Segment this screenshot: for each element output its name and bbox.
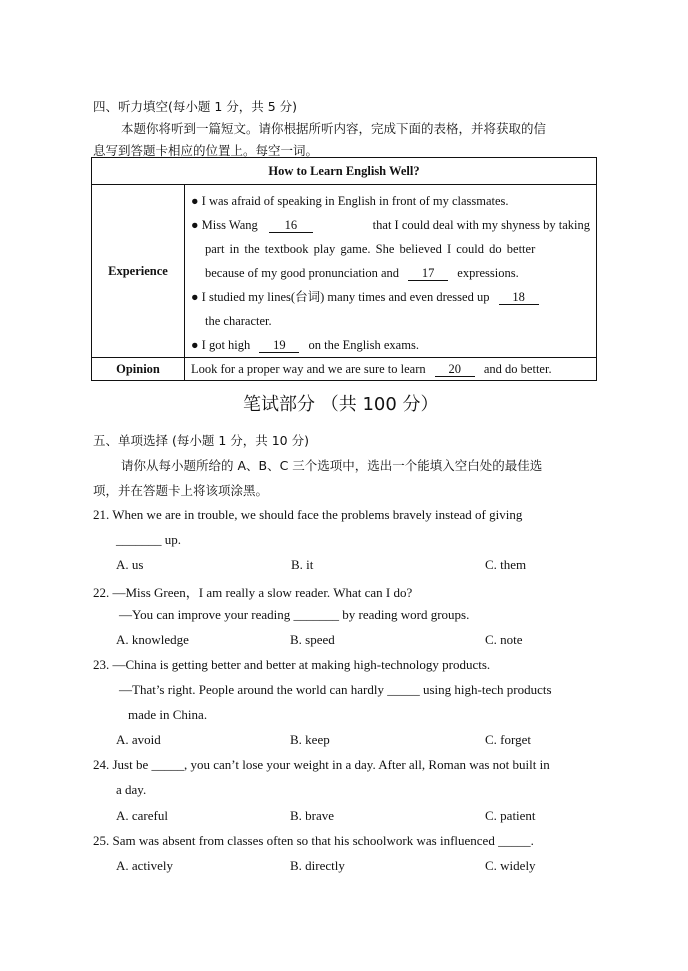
q21-line2: _______ up.: [116, 532, 181, 547]
q22-option-b[interactable]: B. speed: [290, 632, 335, 647]
q24-line2: a day.: [116, 782, 147, 797]
exp-line-7: [191, 333, 590, 357]
q24-option-b[interactable]: B. brave: [290, 808, 335, 823]
exp-line-4: [191, 261, 590, 285]
q24-option-c[interactable]: C. patient: [485, 808, 536, 823]
q25-line1: 25. Sam was absent from classes often so that his schoolwork was influenced _____.: [93, 833, 534, 848]
opinion-end: and do better.: [483, 362, 552, 376]
q21-option-c[interactable]: C. them: [485, 557, 527, 572]
section5-heading: 五、单项选择 (每小题 1 分，共 10 分): [93, 433, 309, 448]
section4-heading: 四、听力填空(每小题 1 分，共 5 分): [93, 99, 298, 114]
q22-option-a[interactable]: A. knowledge: [116, 632, 189, 647]
written-part-title: 笔试部分 （共 100 分）: [243, 394, 439, 415]
exp-line-4-end: expressions.: [457, 266, 519, 280]
experience-label: Experience: [92, 185, 185, 358]
blank-20[interactable]: 20: [435, 363, 475, 377]
section4-instruction-line2: 息写到答题卡相应的位置上。每空一词。: [93, 143, 319, 158]
exp-line-4-start: because of my good pronunciation and: [205, 266, 400, 280]
q23-option-a[interactable]: A. avoid: [116, 732, 161, 747]
section4-instruction-line1: 本题你将听到一篇短文。请你根据所听内容，完成下面的表格，并将获取的信: [121, 121, 547, 136]
q22-option-c[interactable]: C. note: [485, 632, 523, 647]
q25-option-a[interactable]: A. actively: [116, 858, 174, 873]
q24-option-a[interactable]: A. careful: [116, 808, 168, 823]
exp-line-7-end: on the English exams.: [308, 338, 419, 352]
exp-line-5: [191, 285, 590, 309]
exp-line-7-start: ● I got high: [191, 338, 251, 352]
blank-19[interactable]: 19: [259, 339, 299, 353]
q23-line3: made in China.: [128, 707, 208, 722]
q25-option-b[interactable]: B. directly: [290, 858, 345, 873]
q24-line1: 24. Just be _____, you can’t lose your weight in a day. After all, Roman was not built in: [93, 757, 550, 772]
q22-line1: 22. —Miss Green，I am really a slow reader. What can I do?: [93, 585, 413, 600]
experience-cell: [185, 185, 597, 358]
table-title: How to Learn English Well?: [92, 158, 597, 185]
q21-option-a[interactable]: A. us: [116, 557, 144, 572]
section5-instruction-line1: 请你从每小题所给的 A、B、C 三个选项中，选出一个能填入空白处的最佳选: [121, 458, 543, 473]
opinion-start: Look for a proper way and we are sure to learn: [191, 362, 426, 376]
opinion-label: Opinion: [92, 358, 185, 381]
q25-option-c[interactable]: C. widely: [485, 858, 536, 873]
opinion-cell: [185, 358, 597, 381]
q21-option-b[interactable]: B. it: [291, 557, 314, 572]
q22-line2: —You can improve your reading _______ by reading word groups.: [119, 607, 470, 622]
blank-16[interactable]: 16: [269, 219, 313, 233]
q23-option-b[interactable]: B. keep: [290, 732, 330, 747]
section5-instruction-line2: 项，并在答题卡上将该项涂黑。: [93, 483, 269, 498]
blank-17[interactable]: 17: [408, 267, 448, 281]
exp-line-2-end: that I could deal with my shyness by taking: [372, 218, 590, 232]
exp-line-5-start: ● I studied my lines(台词) many times and even dressed up: [191, 290, 490, 304]
exp-line-6: the character.: [205, 314, 272, 328]
blank-18[interactable]: 18: [499, 291, 539, 305]
exp-line-1: ● I was afraid of speaking in English in front of my classmates.: [191, 194, 509, 208]
q23-line2: —That’s right. People around the world can hardly _____ using high-tech products: [119, 682, 552, 697]
q23-line1: 23. —China is getting better and better at making high-technology products.: [93, 657, 491, 672]
exp-line-2-start: ● Miss Wang: [191, 218, 258, 232]
exp-line-3: part in the textbook play game. She believed I could do better: [205, 242, 536, 256]
exp-line-2: [191, 213, 590, 237]
q21-line1: 21. When we are in trouble, we should face the problems bravely instead of giving: [93, 507, 523, 522]
listening-table: [91, 157, 597, 381]
q23-option-c[interactable]: C. forget: [485, 732, 531, 747]
